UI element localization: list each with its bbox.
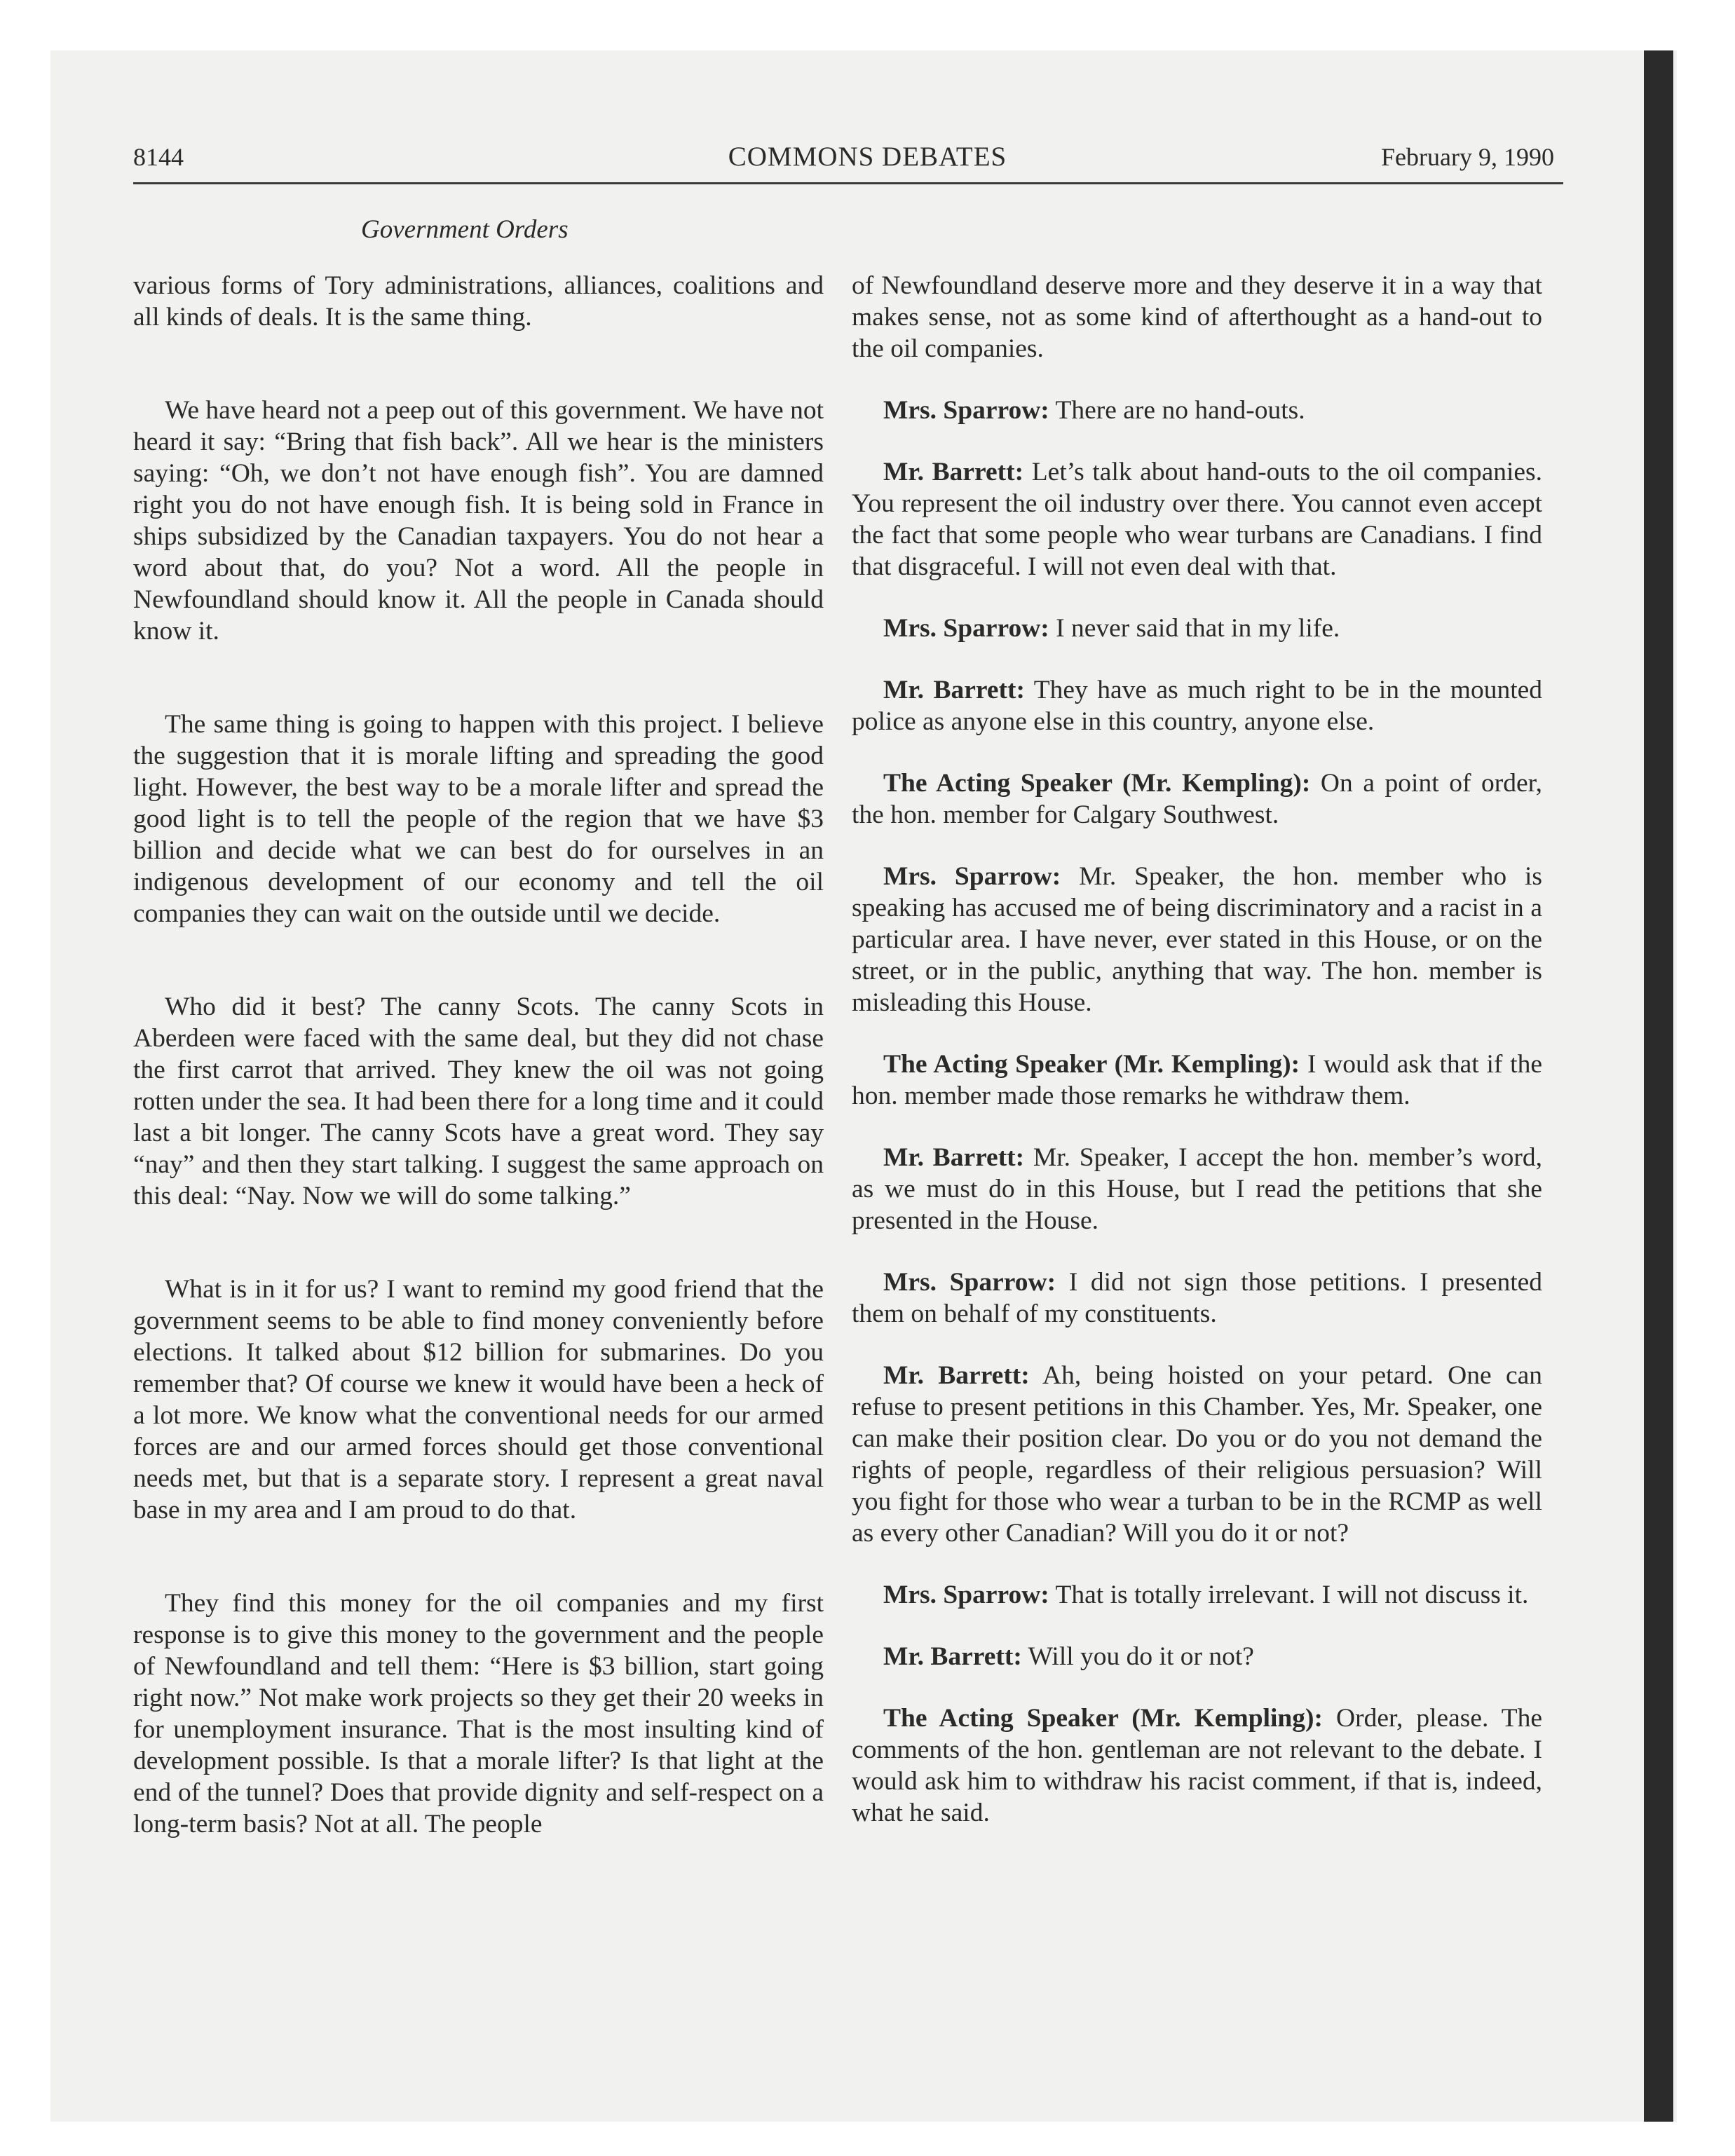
- speech-text: Ah, being hoisted on your petard. One can refuse to present petitions in this Chamber. Yes, Mr. Speaker, one can make their position clear. Do you or do you not demand the rights of people, regardless of their religious persuasion? Will you fight for those who wear a turban to be in the RCMP as well as every other Canadian? Will you do it or not?: [852, 1361, 1542, 1548]
- speech-text: Let’s talk about hand-outs to the oil companies. You represent the oil industry over there. You cannot even accept the fact that some people who wear turbans are Canadians. I find that disgraceful. I will not even deal with that.: [852, 458, 1543, 581]
- speech: [852, 613, 1542, 644]
- speech-text: Mr. Speaker, I accept the hon. member’s word, as we must do in this House, but I read the petitions that she presented in the House.: [852, 1143, 1543, 1235]
- left-column: [133, 270, 824, 1870]
- paragraph: [133, 991, 824, 1212]
- speaker-name: Mr. Barrett:: [883, 1642, 1022, 1671]
- speech-text: Will you do it or not?: [1028, 1642, 1254, 1671]
- speech: [852, 456, 1542, 582]
- speaker-name: Mrs. Sparrow:: [883, 1581, 1049, 1609]
- speech-text: Order, please. The comments of the hon. gentleman are not relevant to the debate. I would ask him to withdraw his racist comment, if that is, indeed, what he said.: [852, 1704, 1542, 1827]
- paragraph: [133, 709, 824, 929]
- speaker-name: Mr. Barrett:: [883, 1143, 1025, 1172]
- speech-text: They have as much right to be in the mounted police as anyone else in this country, anyone else.: [852, 676, 1543, 736]
- speaker-name: The Acting Speaker (Mr. Kempling):: [883, 1704, 1323, 1733]
- scan-edge-shadow: [1644, 50, 1673, 2122]
- paragraph-text: of Newfoundland deserve more and they deserve it in a way that makes sense, not as some kind of afterthought as a hand-out to the oil companies.: [852, 271, 1542, 363]
- speaker-name: Mr. Barrett:: [883, 676, 1025, 704]
- paragraph-text: We have heard not a peep out of this government. We have not heard it say: “Bring that fish back”. All we hear is the ministers saying: “Oh, we don’t not have enough fish”. You are damned right you do not have enough fish. It is being sold in France in ships subsidized by the Canadian taxpayers. You do not hear a word about that, do you? Not a word. All the people in Newfoundland should know it. All the people in Canada should know it.: [133, 396, 824, 646]
- speech-text: There are no hand-outs.: [1055, 396, 1305, 425]
- paragraph-text: The same thing is going to happen with this project. I believe the suggestion that it is morale lifting and spreading the good light. However, the best way to be a morale lifter and spread the good light is to tell the people of the region that we have $3 billion and decide what we can best do for ourselves in an indigenous development of our economy and tell the oil companies they can wait on the outside until we decide.: [133, 710, 824, 928]
- speech-text: On a point of order, the hon. member for Calgary Southwest.: [852, 769, 1543, 829]
- speech: [852, 674, 1542, 737]
- speech: [852, 1049, 1542, 1112]
- speech-text: I did not sign those petitions. I presented them on behalf of my constituents.: [852, 1268, 1543, 1328]
- speaker-name: Mr. Barrett:: [883, 458, 1024, 486]
- speaker-name: Mrs. Sparrow:: [883, 396, 1049, 425]
- page-date: February 9, 1990: [1381, 143, 1554, 171]
- speech: [852, 1360, 1542, 1549]
- journal-title: COMMONS DEBATES: [728, 142, 1007, 172]
- speech-text: I would ask that if the hon. member made those remarks he withdraw them.: [852, 1050, 1542, 1110]
- paragraph: [852, 270, 1542, 364]
- paragraph: [133, 270, 824, 333]
- paragraph-text: Who did it best? The canny Scots. The canny Scots in Aberdeen were faced with the same deal, but they did not chase the first carrot that arrived. They knew the oil was not going rotten under the sea. It had been there for a long time and it could last a bit longer. The canny Scots have a great word. They say “nay” and then they start talking. I suggest the same approach on this deal: “Nay. Now we will do some talking.”: [133, 992, 824, 1210]
- speech: [852, 1703, 1542, 1829]
- speech: [852, 395, 1542, 426]
- speaker-name: The Acting Speaker (Mr. Kempling):: [883, 1050, 1300, 1079]
- paragraph-text: various forms of Tory administrations, alliances, coalitions and all kinds of deals. It is the same thing.: [133, 271, 824, 332]
- paragraph-text: They find this money for the oil companies and my first response is to give this money to the government and the people of Newfoundland and tell them: “Here is $3 billion, start going right now.” Not make work projects so they get their 20 weeks in for unemployment insurance. That is the most insulting kind of development possible. Is that a morale lifter? Is that light at the end of the tunnel? Does that provide dignity and self-respect on a long-term basis? Not at all. The people: [133, 1589, 824, 1838]
- speech-text: Mr. Speaker, the hon. member who is speaking has accused me of being discriminatory and a racist in a particular area. I have never, ever stated in this House, or on the street, or in the public, anything that way. The hon. member is misleading this House.: [852, 862, 1543, 1017]
- speaker-name: Mr. Barrett:: [883, 1361, 1030, 1390]
- paragraph: [133, 1274, 824, 1526]
- speaker-name: Mrs. Sparrow:: [883, 614, 1049, 643]
- header-rule: [133, 182, 1563, 184]
- speech-text: I never said that in my life.: [1056, 614, 1340, 643]
- paragraph: [133, 1588, 824, 1840]
- speaker-name: The Acting Speaker (Mr. Kempling):: [883, 769, 1311, 798]
- speech: [852, 767, 1542, 831]
- paragraph: [133, 395, 824, 647]
- speech: [852, 1142, 1542, 1236]
- speech: [852, 1579, 1542, 1611]
- page-number: 8144: [133, 143, 184, 171]
- speech: [852, 1641, 1542, 1672]
- speaker-name: Mrs. Sparrow:: [883, 862, 1061, 891]
- right-column: [852, 270, 1542, 1859]
- speech: [852, 861, 1542, 1018]
- speech-text: That is totally irrelevant. I will not discuss it.: [1055, 1581, 1529, 1609]
- speaker-name: Mrs. Sparrow:: [883, 1268, 1056, 1297]
- section-title: Government Orders: [361, 215, 569, 244]
- speech: [852, 1267, 1542, 1330]
- paragraph-text: What is in it for us? I want to remind my good friend that the government seems to be able to find money conveniently before elections. It talked about $12 billion for submarines. Do you remember that? Of course we knew it would have been a heck of a lot more. We know what the conventional needs for our armed forces are and our armed forces should get those conventional needs met, but that is a separate story. I represent a great naval base in my area and I am proud to do that.: [133, 1275, 824, 1524]
